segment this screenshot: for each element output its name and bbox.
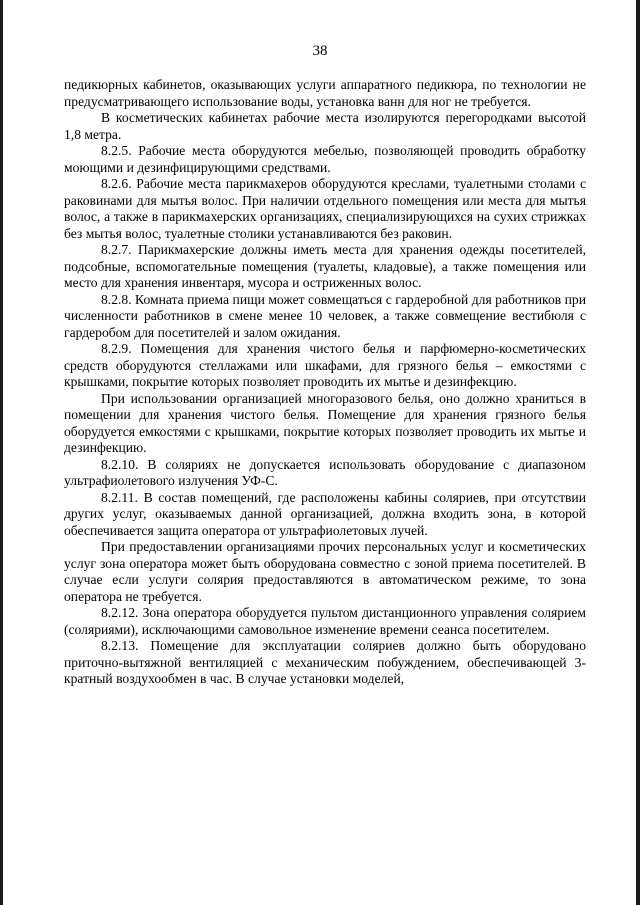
paragraph-8-2-10: 8.2.10. В соляриях не допускается использовать оборудование с диапазоном ультрафиолетового излучения УФ-С. [64,456,586,488]
paragraph-cosmetic-partitions: В косметических кабинетах рабочие места изолируются перегородками высотой 1,8 метра. [64,110,586,142]
paragraph-operator-zone: При предоставлении организациями прочих персональных услуг и косметических услуг зона оператора может быть оборудована совместно с зоной приема посетителей. В случае если услуги солярия предоставляются в автоматическом режиме, то зона оператора не требуется. [64,539,586,604]
paragraph-reusable-linen: При использовании организацией многоразового белья, оно должно храниться в помещении для хранения чистого белья. Помещение для хранения грязного белья оборудуется емкостями с крышками, покрытие которых позволяет проводить их мытье и дезинфекцию. [64,390,586,455]
paragraph-8-2-13: 8.2.13. Помещение для эксплуатации соляриев должно быть оборудовано приточно-вытяжной вентиляцией с механическим побуждением, обеспечивающей 3-кратный воздухообмен в час. В случае установки моделей, [64,638,586,686]
paragraph-8-2-6: 8.2.6. Рабочие места парикмахеров оборудуются креслами, туалетными столами с раковинами для мытья волос. При наличии отдельного помещения или места для мытья волос, а также в парикмахерских организациях, специализирующихся на сухих стрижках без мытья волос, туалетные столики устанавливаются без раковин. [64,176,586,241]
document-body [64,77,586,688]
scan-edge-right [636,0,640,905]
page-number: 38 [312,43,328,59]
paragraph-8-2-5: 8.2.5. Рабочие места оборудуются мебелью, позволяющей проводить обработку моющими и дезинфицирующими средствами. [64,143,586,175]
scan-edge-left [0,0,3,905]
paragraph-8-2-11: 8.2.11. В состав помещений, где расположены кабины соляриев, при отсутствии других услуг, оказываемых данной организацией, должна входить зона, в которой обеспечивается защита оператора от ультрафиолетовых лучей. [64,489,586,538]
paragraph-8-2-12: 8.2.12. Зона оператора оборудуется пультом дистанционного управления солярием (соляриями), исключающими самовольное изменение времени сеанса посетителем. [64,605,586,637]
paragraph-8-2-8: 8.2.8. Комната приема пищи может совмещаться с гардеробной для работников при численности работников в смене менее 10 человек, а также совмещение вестибюля с гардеробом для посетителей и залом ожидания. [64,291,586,340]
paragraph-8-2-7: 8.2.7. Парикмахерские должны иметь места для хранения одежды посетителей, подсобные, вспомогательные помещения (туалеты, кладовые), а также помещения или место для хранения инвентаря, мусора и остриженных волос. [64,242,586,290]
paragraph-8-2-9: 8.2.9. Помещения для хранения чистого белья и парфюмерно-косметических средств оборудуются стеллажами или шкафами, для грязного белья – емкостями с крышками, покрытие которых позволяет проводить их мытье и дезинфекцию. [64,341,586,389]
paragraph-continuation: педикюрных кабинетов, оказывающих услуги аппаратного педикюра, по технологии не предусматривающего использование воды, установка ванн для ног не требуется. [64,77,586,109]
